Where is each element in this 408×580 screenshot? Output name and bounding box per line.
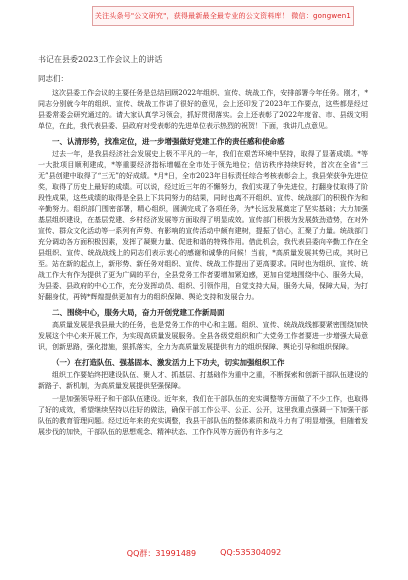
paragraph: 过去一年，是我县经济社会发展史上极不平凡的一年，我们在艰苦环境中坚持，取得了显著成绩。*等一大批项目顺利建成，*等重要经济指标增幅在全市处于领先地位；信访秩序持续好转，首次在全省“三无”县创建中取得了“三无”的好成绩。*月*日，全市2023年目标责任综合考核表彰会上，我县荣获争先进位奖，取得了历史上最好的成绩。可以说，经过近三年的不懈努力，我们实现了争先进位，打翻身仗取得了阶段性成果，这些成绩的取得是全县上下共同努力的结果，同时也离不开组织、宣传、统战部门的积极作为和辛勤努力。组织部门围密部署，精心组织，圆满完成了各项任务，为*长远发展奠定了坚实基础；大力加强基层组织建设，在基层党建、乡村经济发展等方面取得了明显成效。宣传部门积极为发展鼓劲造势，在对外宣传、群众文化活动等一系列有声势、有影响的宣传活动中颇有建树，提振了信心，汇聚了力量。统战部门充分调动各方面积极因素，发挥了凝聚力量、促进和谐的特殊作用。借此机会，我代表县委向辛勤工作在全县组织、宣传、统战战线上的同志们表示衷心的感谢和诚挚的问候！当前，*高质量发展其势已成，其时已至。站在新的起点上，新形势、新任务对组织、宣传、统战工作提出了更高要求。同时也为组织、宣传、统战工作大有作为提供了更为广阔的平台，全县党务工作者要增加紧迫感，更加自觉地围绕中心、服务大局，为县委、县政府的中心工作，充分发挥动员、组织、引领作用，自觉支持大局，服务大局，保障大局，为打好翻身仗，再铸*辉煌提供更加有力的组织保障、舆论支持和发展合力。	[38, 150, 368, 301]
salutation: 同志们：	[38, 74, 68, 83]
paragraph: 这次县委工作会议的主要任务是总结回顾2022年组织、宣传、统战工作，安排部署今年任务。刚才，*同志分别就今年的组织、宣传、统战工作讲了很好的意见，会上还印发了2023年工作要点，这些都是经过县委常委会研究通过的。请大家认真学习领会，抓好贯彻落实。会上还表彰了2022年度省、市、县级文明单位，在此，我代表县委、县政府对受表彰的先进单位表示热烈的祝贺！下面，我讲几点意见。	[38, 89, 368, 130]
footer-qq-group: QQ群：31991489	[126, 549, 197, 558]
paragraph: 高质量发展是我县最大的任务，也是党务工作的中心和主题。组织、宣传、统战战线都要紧密围绕加快发展这个中心来开展工作，为实现高质量发展服务。全县各级党组织和广大党务工作者要进一步增强大局意识，创新思路，强化措施，狠抓落实，全力为高质量发展提供有力的组织保障、舆论引导和组织保障。	[38, 321, 368, 351]
section-heading: 二、围绕中心，服务大局，奋力开创党建工作新局面	[52, 308, 225, 317]
promo-banner	[92, 6, 354, 26]
section-heading: 一、认清形势，找准定位，进一步增强做好党建工作的责任感和使命感	[52, 137, 285, 146]
document-page	[38, 36, 368, 440]
paragraph: 一是加强领导班子和干部队伍建设。近年来，我们在干部队伍的充实调整等方面做了不少工作，也取得了好的成效，希望继续坚持以往好的做法，确保干部工作公平、公正、公开，这里我重点强调一下加强干部队伍的教育管理问题。经过近年来的充实调整，我县干部队伍的整体素质和战斗力有了明显增强，但随着发展步伐的加快，干部队伍的思想观念、精神状态、工作作风等方面仍有许多与之	[38, 395, 368, 436]
footer-qq: QQ:535304092	[220, 548, 282, 557]
footer-contact	[0, 548, 408, 564]
paragraph: 组织工作要始终把建设队伍、聚人才、抓基层、打基础作为重中之重，不断探索和创新干部队伍建设的新路子、新机制，为高质量发展提供坚强保障。	[38, 371, 368, 390]
document-title: 书记在县委2023工作会议上的讲话	[38, 55, 163, 64]
promo-banner-text: 关注头条号"公文研究"，获得最新最全最专业的公文资料库！ 微信：gongwen1	[94, 12, 352, 20]
sub-section-heading: （一）在打造队伍、强基固本、激发活力上下功夫，切实加强组织工作	[52, 358, 285, 367]
